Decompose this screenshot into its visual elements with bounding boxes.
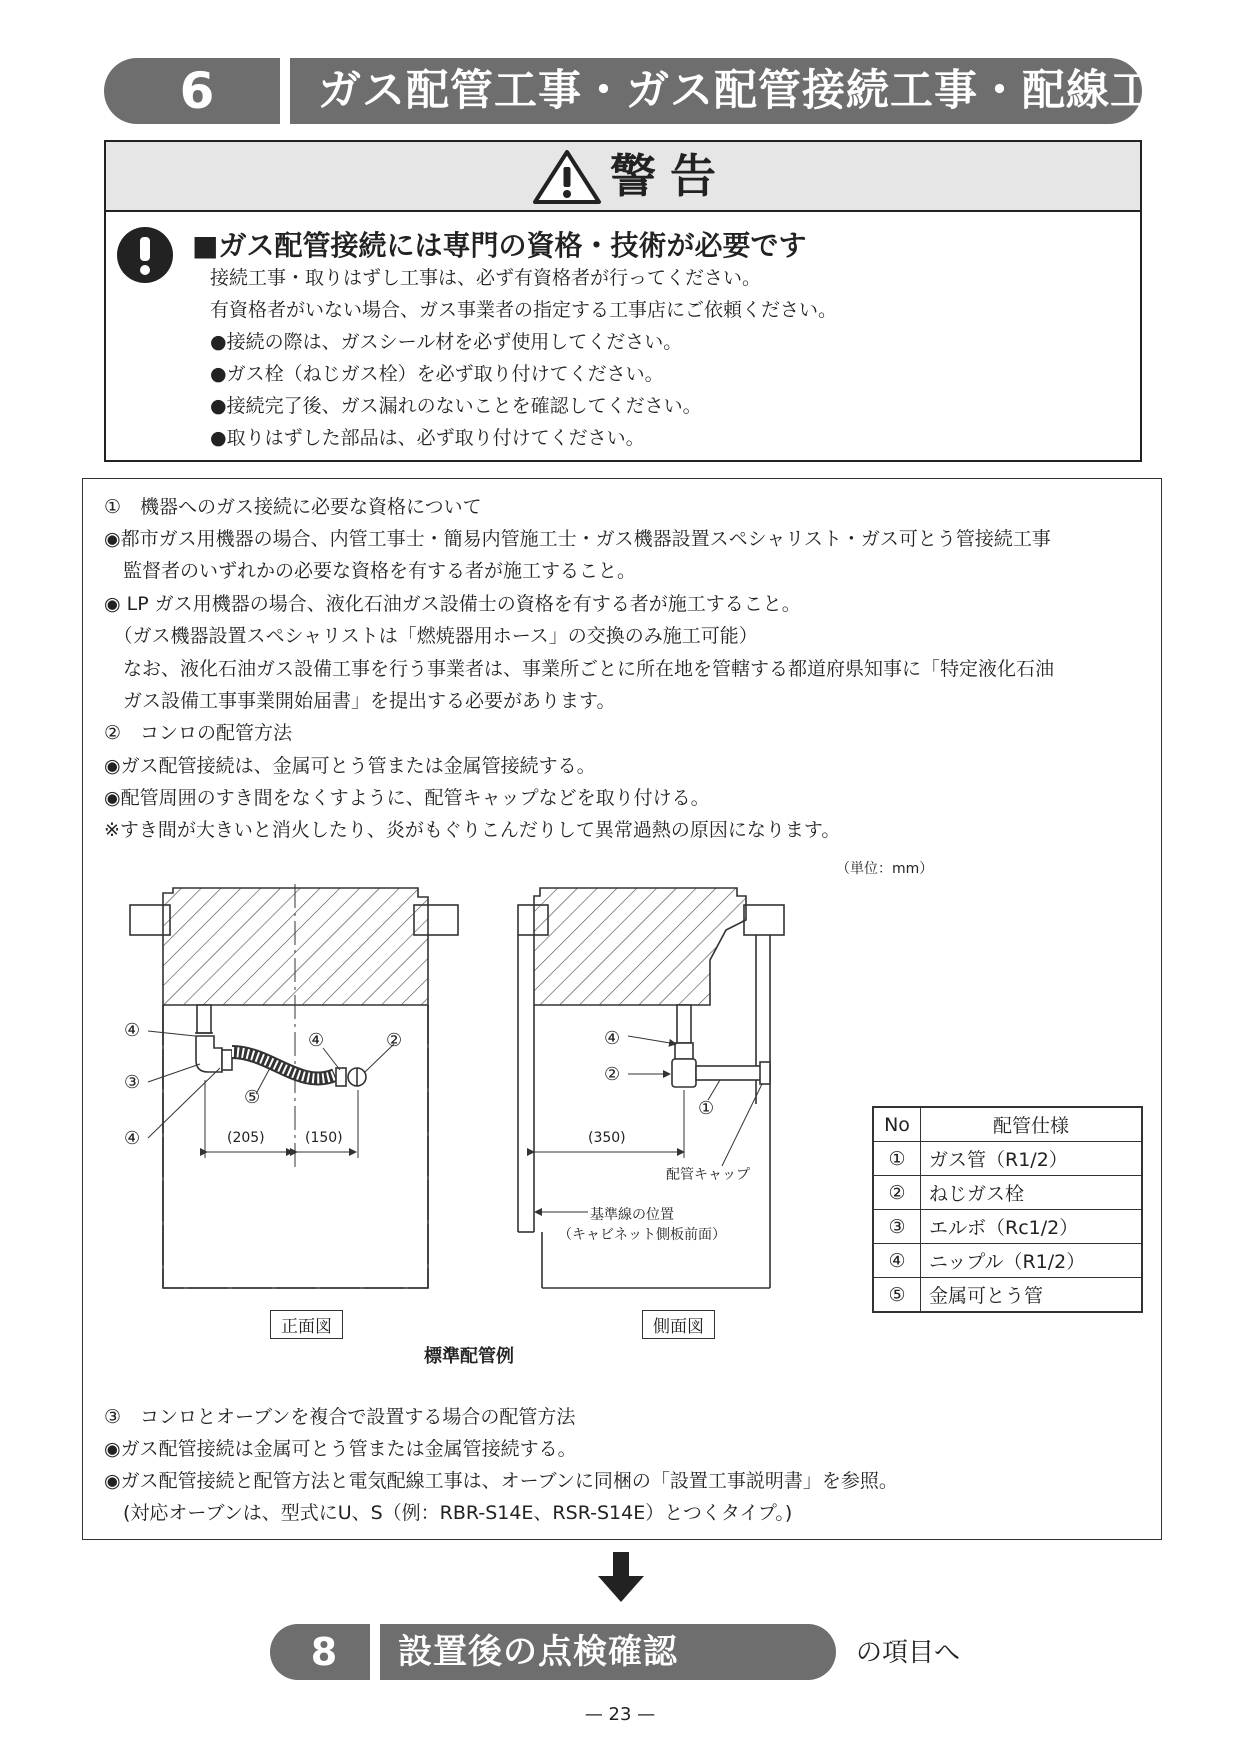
warning-line: 有資格者がいない場合、ガス事業者の指定する工事店にご依頼ください。 [210, 299, 838, 321]
callout-4: ④ [604, 1028, 621, 1049]
warning-line: ●取りはずした部品は、必ず取り付けてください。 [210, 427, 645, 449]
callout-4: ④ [124, 1128, 141, 1149]
row-spec: ねじガス栓 [921, 1176, 1143, 1210]
warning-line: ●接続の際は、ガスシール材を必ず使用してください。 [210, 331, 683, 353]
callout-2: ② [604, 1064, 621, 1085]
table-row [873, 1142, 1142, 1176]
front-view-label: 正面図 [270, 1310, 343, 1339]
dimension-350: (350) [588, 1130, 626, 1146]
info-line: (対応オーブンは、型式にU、S（例：RBR-S14E、RSR-S14E）とつくタイプ。) [104, 1502, 793, 1524]
info-line: なお、液化石油ガス設備工事を行う事業者は、事業所ごとに所在地を管轄する都道府県知事に「特定液化石油 [104, 658, 1055, 680]
table-row [873, 1176, 1142, 1210]
front-view [130, 884, 458, 1288]
dimension-150: (150) [305, 1130, 343, 1146]
info-line: ② コンロの配管方法 [104, 722, 293, 744]
info-line: ガス設備工事事業開始届書」を提出する必要があります。 [104, 690, 616, 712]
row-number: ③ [873, 1210, 921, 1244]
table-row [873, 1210, 1142, 1244]
table-header-row [873, 1107, 1142, 1142]
piping-spec-table [872, 1106, 1143, 1313]
unit-label: （単位：mm） [836, 861, 934, 877]
baseline-label: 基準線の位置 [590, 1207, 674, 1223]
column-header-spec: 配管仕様 [921, 1107, 1143, 1142]
warning-line: 接続工事・取りはずし工事は、必ず有資格者が行ってください。 [210, 267, 762, 289]
callout-5: ⑤ [244, 1087, 261, 1108]
warning-line: ●ガス栓（ねじガス栓）を必ず取り付けてください。 [210, 363, 664, 385]
table-row [873, 1244, 1142, 1278]
callout-2: ② [386, 1030, 403, 1051]
down-arrow-icon [598, 1552, 644, 1604]
callout-3: ③ [124, 1072, 141, 1093]
info-line: ◉配管周囲のすき間をなくすように、配管キャップなどを取り付ける。 [104, 787, 710, 809]
info-line: 監督者のいずれかの必要な資格を有する者が施工すること。 [104, 560, 637, 582]
table-row [873, 1278, 1142, 1313]
info-line: ◉ガス配管接続は金属可とう管または金属管接続する。 [104, 1438, 577, 1460]
info-line: ◉都市ガス用機器の場合、内管工事士・簡易内管施工士・ガス機器設置スペシャリスト・ガス可とう管接続工事 [104, 528, 1051, 550]
info-line: ③ コンロとオーブンを複合で設置する場合の配管方法 [104, 1406, 576, 1428]
row-number: ⑤ [873, 1278, 921, 1313]
next-section-number: 8 [310, 1630, 338, 1674]
callout-4: ④ [308, 1030, 325, 1051]
section-title: ガス配管工事・ガス配管接続工事・配線工事 [318, 66, 1198, 116]
next-section-suffix: の項目へ [856, 1638, 961, 1668]
info-line: ◉ LP ガス用機器の場合、液化石油ガス設備士の資格を有する者が施工すること。 [104, 593, 801, 615]
diagram-caption: 標準配管例 [424, 1346, 514, 1367]
warning-line: ●接続完了後、ガス漏れのないことを確認してください。 [210, 395, 702, 417]
callout-4: ④ [124, 1020, 141, 1041]
next-section-title: 設置後の点検確認 [398, 1632, 678, 1672]
row-number: ④ [873, 1244, 921, 1278]
next-section-divider [370, 1624, 380, 1680]
baseline-note: （キャビネット側板前面） [558, 1227, 726, 1243]
info-line: （ガス機器設置スペシャリストは「燃焼器用ホース」の交換のみ施工可能） [104, 625, 758, 647]
row-spec: ニップル（R1/2） [921, 1244, 1143, 1278]
info-line: ① 機器へのガス接続に必要な資格について [104, 496, 482, 518]
side-view-label: 側面図 [642, 1310, 715, 1339]
next-section-link[interactable] [270, 1624, 836, 1680]
warning-heading: 警告 [610, 149, 730, 203]
callout-1: ① [698, 1098, 715, 1119]
info-line: ◉ガス配管接続は、金属可とう管または金属管接続する。 [104, 755, 596, 777]
row-spec: エルボ（Rc1/2） [921, 1210, 1143, 1244]
row-spec: 金属可とう管 [921, 1278, 1143, 1313]
info-line: ◉ガス配管接続と配管方法と電気配線工事は、オーブンに同梱の「設置工事説明書」を参照。 [104, 1470, 898, 1492]
row-spec: ガス管（R1/2） [921, 1142, 1143, 1176]
column-header-no: No [873, 1107, 921, 1142]
info-line: ※すき間が大きいと消火したり、炎がもぐりこんだりして異常過熱の原因になります。 [104, 819, 841, 841]
page-number: — 23 — [584, 1704, 656, 1725]
section-number: 6 [179, 62, 215, 120]
dimension-205: (205) [227, 1130, 265, 1146]
warning-title: ■ガス配管接続には専門の資格・技術が必要です [192, 229, 807, 262]
row-number: ① [873, 1142, 921, 1176]
pipe-cap-label: 配管キャップ [666, 1167, 750, 1183]
row-number: ② [873, 1176, 921, 1210]
